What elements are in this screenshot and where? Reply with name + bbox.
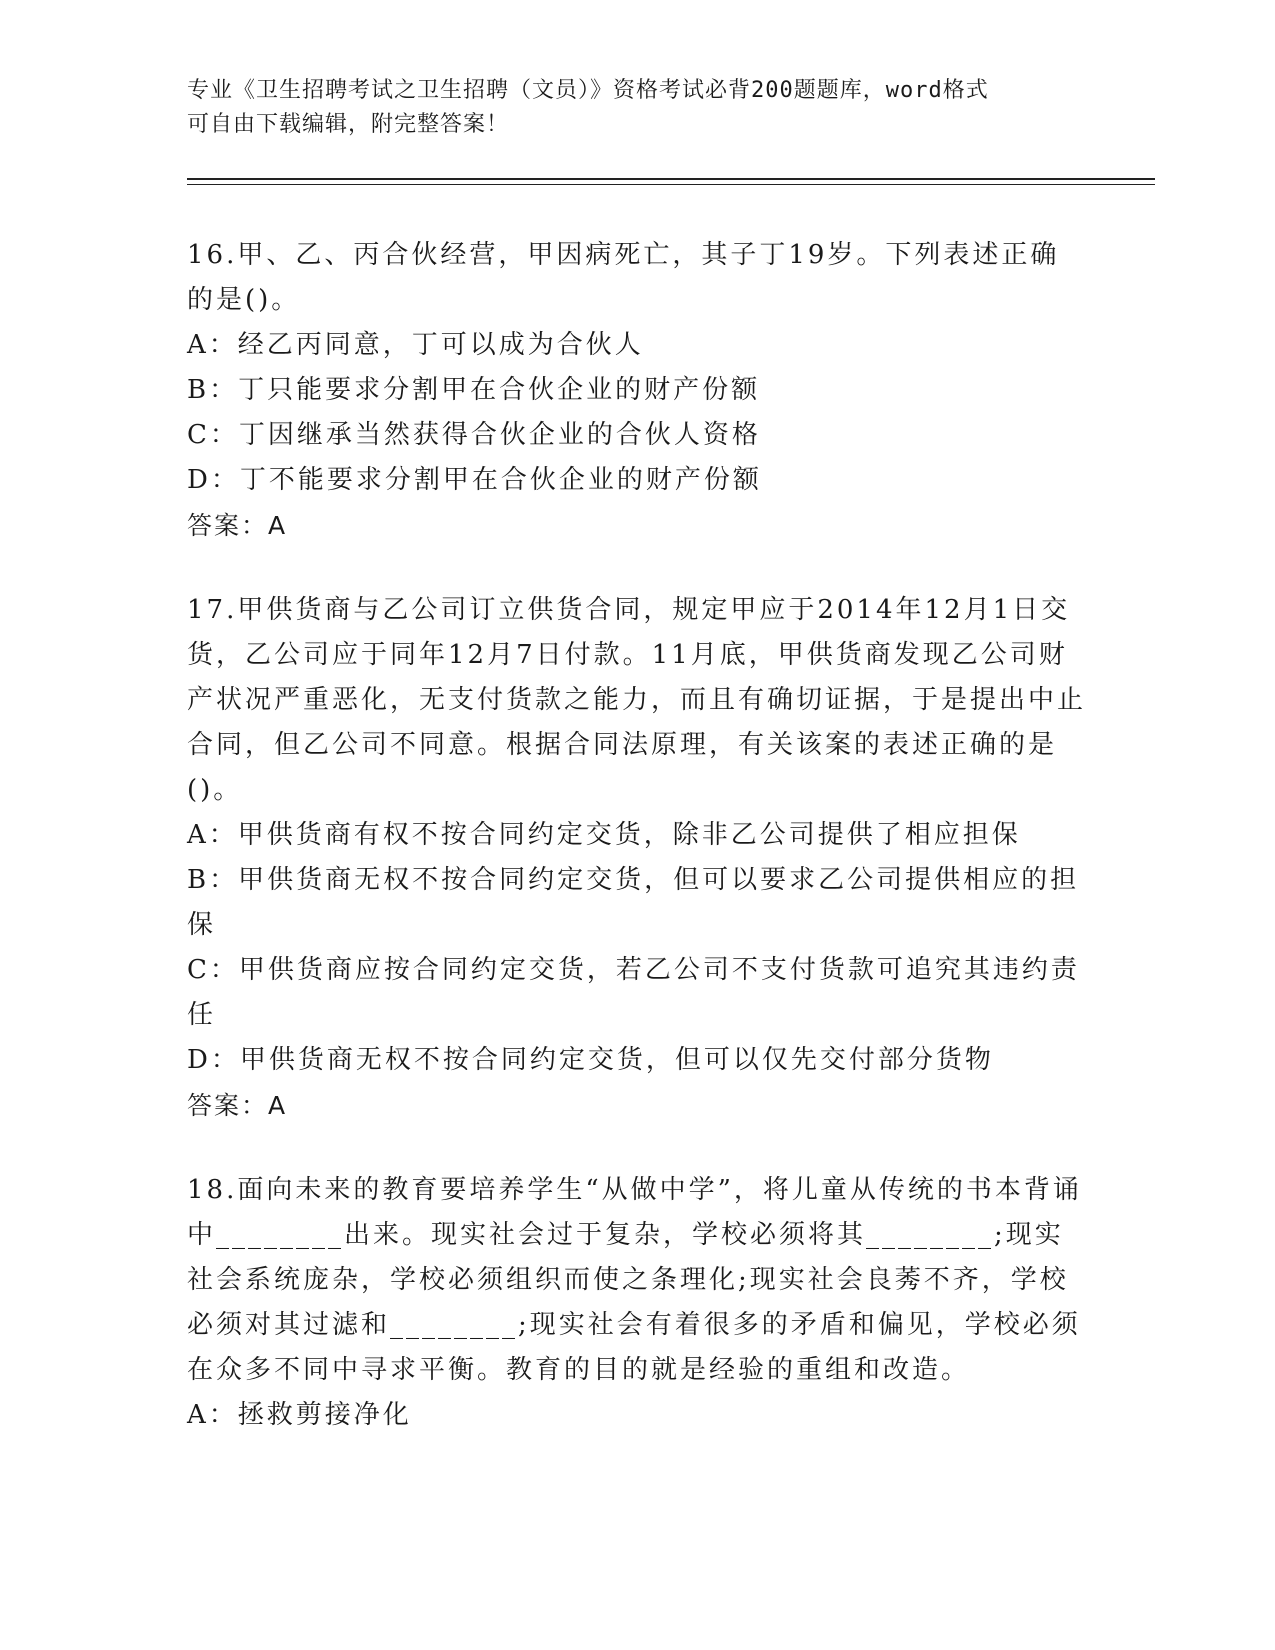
option-d: D：甲供货商无权不按合同约定交货，但可以仅先交付部分货物: [187, 1045, 994, 1075]
answer-line: 答案：A: [187, 1091, 288, 1120]
answer-line: 答案：A: [187, 511, 288, 540]
option-b: B：丁只能要求分割甲在合伙企业的财产份额: [187, 375, 761, 405]
option-b: B：甲供货商无权不按合同约定交货，但可以要求乙公司提供相应的担保: [187, 865, 1080, 940]
question-text: 18.面向未来的教育要培养学生“从做中学”，将儿童从传统的书本背诵中________出来。现实社会过于复杂，学校必须将其________;现实社会系统庞杂，学校必须组织而使之条理化;现实社会良莠不齐，学校必须对其过滤和________;现实社会有着很多的矛盾和偏见，学校必须在众多不同中寻求平衡。教育的目的就是经验的重组和改造。: [187, 1175, 1082, 1385]
question-18: [187, 1168, 1087, 1438]
option-a: A：经乙丙同意，丁可以成为合伙人: [187, 330, 644, 360]
question-list: [187, 233, 1087, 1478]
question-text: 16.甲、乙、丙合伙经营，甲因病死亡，其子丁19岁。下列表述正确的是()。: [187, 240, 1060, 315]
header-divider: [187, 178, 1155, 180]
option-c: C：丁因继承当然获得合伙企业的合伙人资格: [187, 420, 761, 450]
header-line-2: 可自由下载编辑，附完整答案！: [187, 112, 510, 137]
option-c: C：甲供货商应按合同约定交货，若乙公司不支付货款可追究其违约责任: [187, 955, 1080, 1030]
option-a: A：拯救剪接净化: [187, 1400, 412, 1430]
header-divider-thin: [187, 184, 1155, 185]
option-a: A：甲供货商有权不按合同约定交货，除非乙公司提供了相应担保: [187, 820, 1021, 850]
question-16: [187, 233, 1087, 548]
document-header: [187, 74, 1087, 142]
option-d: D：丁不能要求分割甲在合伙企业的财产份额: [187, 465, 762, 495]
question-17: [187, 588, 1087, 1128]
question-text: 17.甲供货商与乙公司订立供货合同，规定甲应于2014年12月1日交货，乙公司应于同年12月7日付款。11月底，甲供货商发现乙公司财产状况严重恶化，无支付货款之能力，而且有确切证据，于是提出中止合同，但乙公司不同意。根据合同法原理，有关该案的表述正确的是()。: [187, 595, 1087, 805]
header-line-1: 专业《卫生招聘考试之卫生招聘（文员）》资格考试必背200题题库，word格式: [187, 78, 989, 103]
